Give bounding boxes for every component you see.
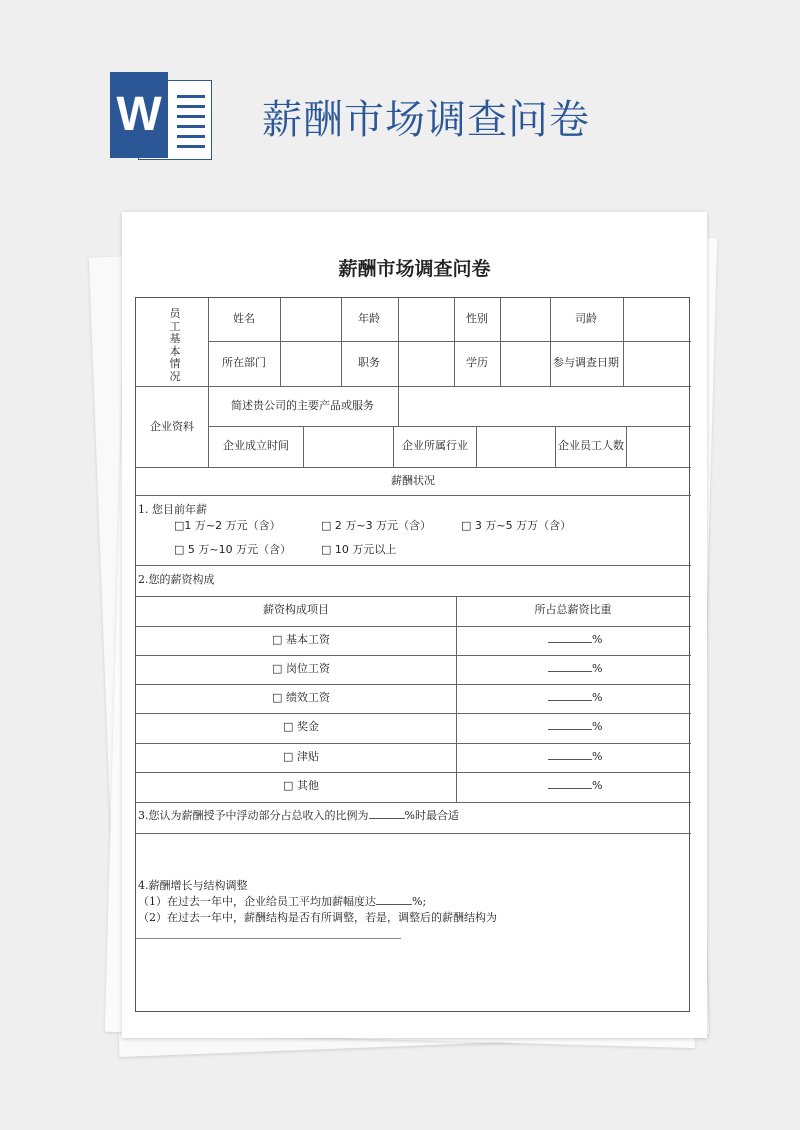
survey-form-table [135, 297, 690, 1012]
position-label: 职务 [358, 356, 380, 369]
survey-date-label: 参与调查日期 [553, 356, 619, 369]
salary-item-header: 薪资构成项目 [263, 603, 329, 616]
q4-answer-line[interactable] [136, 938, 401, 939]
name-label: 姓名 [233, 312, 255, 325]
ratio-input[interactable]: % [548, 691, 602, 705]
q2-label: 2.您的薪资构成 [138, 573, 215, 586]
age-label: 年龄 [358, 312, 380, 325]
q4-line1: （1）在过去一年中，企业给员工平均加薪幅度达 %; [138, 895, 427, 908]
seniority-label: 司龄 [575, 312, 597, 325]
q1-label: 1. 您目前年薪 [138, 503, 207, 516]
word-logo-icon [110, 72, 212, 158]
salary-item-checkbox[interactable]: □ 绩效工资 [272, 691, 330, 704]
q1-option[interactable]: □ 5 万~10 万元（含） [174, 543, 292, 556]
q1-option[interactable]: □ 2 万~3 万元（含） [321, 519, 432, 532]
company-info-label: 企业资料 [150, 420, 194, 433]
basic-info-label: 员工基本情况 [169, 307, 181, 383]
products-label: 简述贵公司的主要产品或服务 [231, 399, 374, 412]
founded-label: 企业成立时间 [223, 439, 289, 452]
salary-ratio-header: 所占总薪资比重 [534, 603, 612, 616]
document-title: 薪酬市场调查问卷 [338, 258, 491, 280]
header-title: 薪酬市场调查问卷 [262, 97, 590, 143]
salary-item-checkbox[interactable]: □ 津贴 [283, 750, 319, 763]
education-label: 学历 [466, 356, 488, 369]
industry-label: 企业所属行业 [402, 439, 468, 452]
q4-raise-blank[interactable] [376, 895, 412, 905]
word-logo-letter: W [110, 72, 168, 158]
ratio-input[interactable]: % [548, 633, 602, 647]
document-page [122, 212, 707, 1038]
q1-option[interactable]: □ 3 万~5 万万（含） [461, 519, 572, 532]
salary-item-checkbox[interactable]: □ 其他 [283, 779, 319, 792]
salary-section-title: 薪酬状况 [391, 474, 435, 487]
ratio-input[interactable]: % [548, 720, 602, 734]
q1-option[interactable]: □1 万~2 万元（含） [174, 519, 281, 532]
q3-blank[interactable] [369, 809, 405, 819]
q4-label: 4.薪酬增长与结构调整 [138, 879, 248, 892]
ratio-input[interactable]: % [548, 750, 602, 764]
employees-label: 企业员工人数 [558, 439, 624, 452]
q4-line2: （2）在过去一年中，薪酬结构是否有所调整，若是，调整后的薪酬结构为 [138, 911, 497, 924]
ratio-input[interactable]: % [548, 662, 602, 676]
q1-option[interactable]: □ 10 万元以上 [321, 543, 397, 556]
gender-label: 性别 [466, 312, 488, 325]
ratio-input[interactable]: % [548, 779, 602, 793]
salary-item-checkbox[interactable]: □ 基本工资 [272, 633, 330, 646]
q3-text: 3.您认为薪酬授予中浮动部分占总收入的比例为 %时最合适 [138, 809, 459, 822]
department-label: 所在部门 [222, 356, 266, 369]
salary-item-checkbox[interactable]: □ 岗位工资 [272, 662, 330, 675]
salary-item-checkbox[interactable]: □ 奖金 [283, 720, 319, 733]
